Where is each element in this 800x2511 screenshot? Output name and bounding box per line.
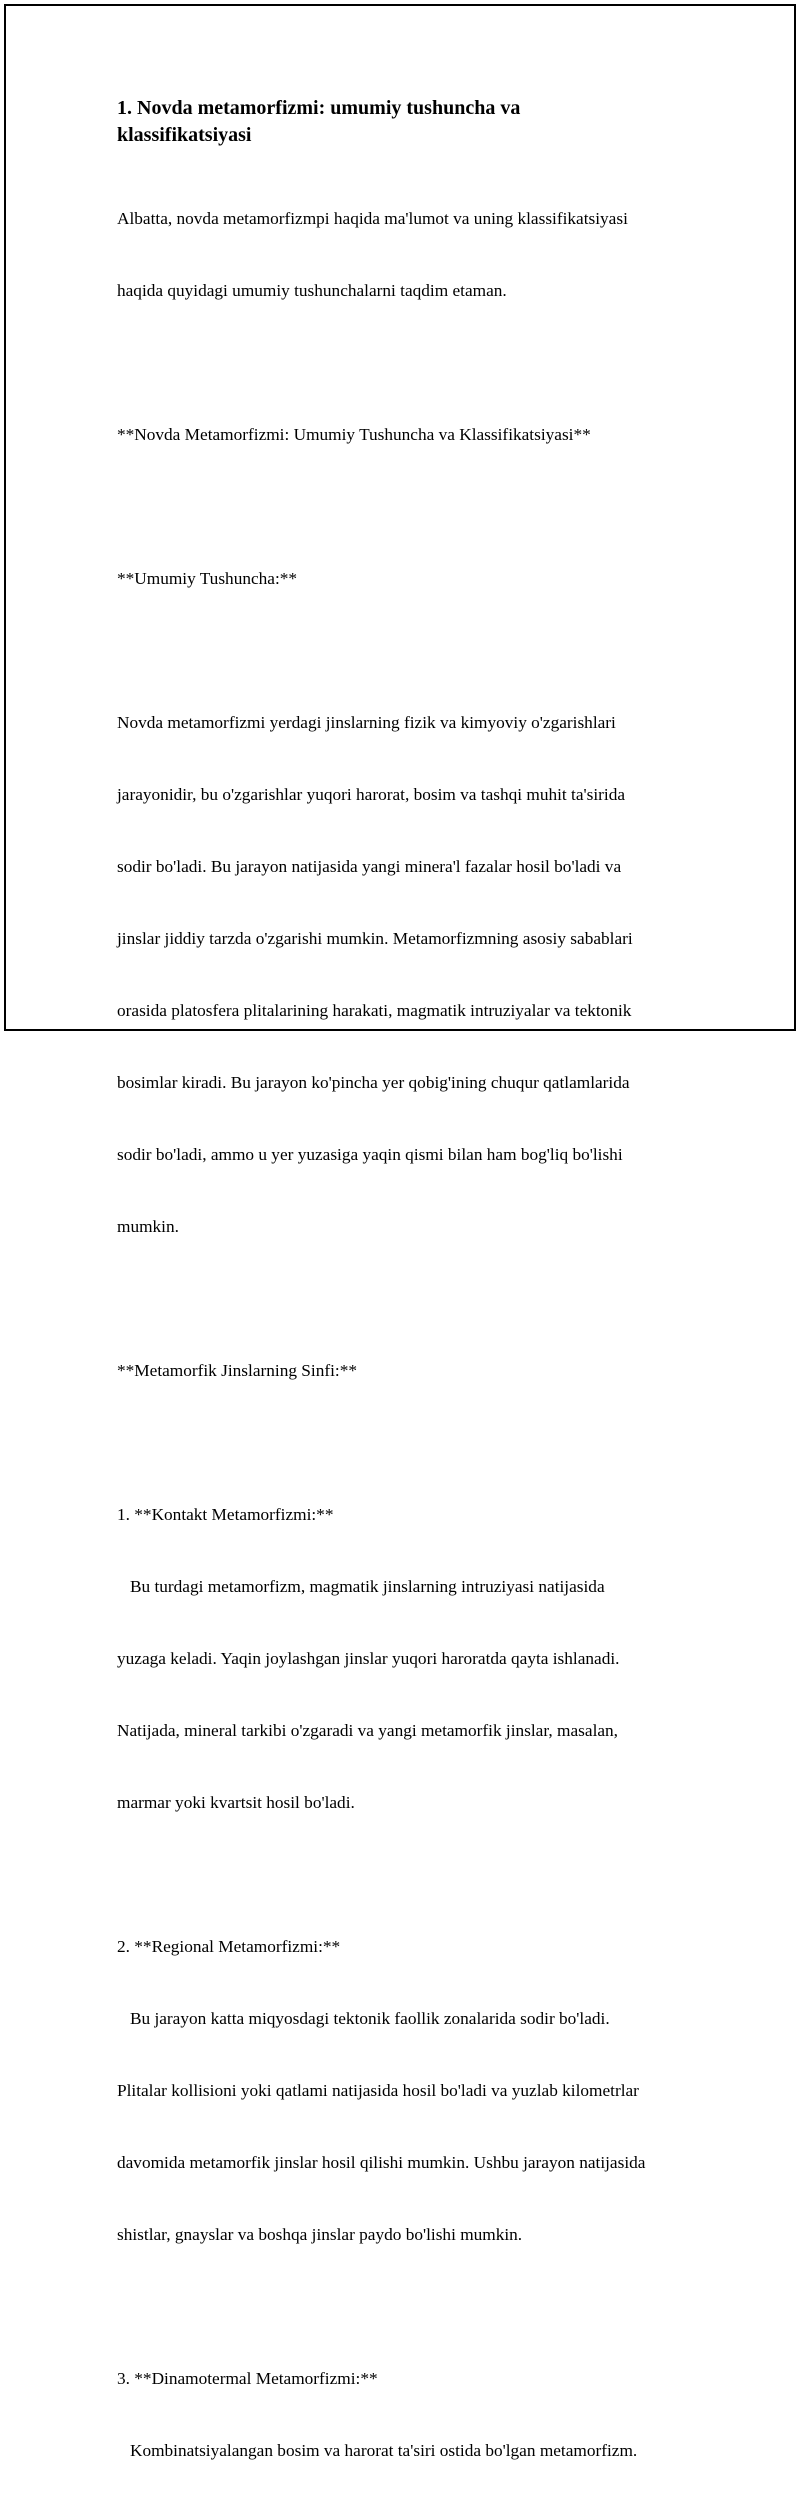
- text-line: Kombinatsiyalangan bosim va harorat ta'siri ostida bo'lgan metamorfizm.: [117, 2441, 638, 2460]
- text-line: haqida quyidagi umumiy tushunchalarni taqdim etaman.: [117, 281, 507, 300]
- text-line: 1. **Kontakt Metamorfizmi:**: [117, 1505, 334, 1524]
- text-line: **Metamorfik Jinslarning Sinfi:**: [117, 1361, 357, 1380]
- text-line: 2. **Regional Metamorfizmi:**: [117, 1937, 341, 1956]
- text-line: Plitalar kollisioni yoki qatlami natijasida hosil bo'ladi va yuzlab kilometrlar: [117, 2081, 639, 2100]
- text-line: **Umumiy Tushuncha:**: [117, 569, 298, 588]
- text-line: Natijada, mineral tarkibi o'zgaradi va yangi metamorfik jinslar, masalan,: [117, 1721, 618, 1740]
- subheading-general-concept: [117, 519, 697, 639]
- section-heading: [117, 95, 697, 149]
- list-item-contact: [117, 1455, 697, 1863]
- text-line: 3. **Dinamotermal Metamorfizmi:**: [117, 2369, 378, 2388]
- text-line: bosimlar kiradi. Bu jarayon ko'pincha yer qobig'ining chuqur qatlamlarida: [117, 1073, 630, 1092]
- text-line: davomida metamorfik jinslar hosil qilishi mumkin. Ushbu jarayon natijasida: [117, 2153, 646, 2172]
- text-line: Albatta, novda metamorfizmpi haqida ma'lumot va uning klassifikatsiyasi: [117, 209, 628, 228]
- text-line: **Novda Metamorfizmi: Umumiy Tushuncha va Klassifikatsiyasi**: [117, 425, 591, 444]
- list-item-regional: [117, 1887, 697, 2295]
- text-line: marmar yoki kvartsit hosil bo'ladi.: [117, 1793, 355, 1812]
- text-line: Bu turdagi metamorfizm, magmatik jinslarning intruziyasi natijasida: [117, 1577, 605, 1596]
- text-line: jinslar jiddiy tarzda o'zgarishi mumkin. Metamorfizmning asosiy sabablari: [117, 929, 633, 948]
- text-line: sodir bo'ladi. Bu jarayon natijasida yangi minera'l fazalar hosil bo'ladi va: [117, 857, 622, 876]
- intro-paragraph: [117, 159, 697, 351]
- text-line: Bu jarayon katta miqyosdagi tektonik faollik zonalarida sodir bo'ladi.: [117, 2009, 610, 2028]
- general-concept-paragraph: [117, 663, 697, 1287]
- document-title-paragraph: [117, 375, 697, 495]
- text-line: sodir bo'ladi, ammo u yer yuzasiga yaqin qismi bilan ham bog'liq bo'lishi: [117, 1145, 623, 1164]
- subheading-classification: [117, 1311, 697, 1431]
- list-item-dynamothermal: [117, 2319, 697, 2511]
- text-line: yuzaga keladi. Yaqin joylashgan jinslar yuqori haroratda qayta ishlanadi.: [117, 1649, 620, 1668]
- text-line: jarayonidir, bu o'zgarishlar yuqori harorat, bosim va tashqi muhit ta'sirida: [117, 785, 626, 804]
- heading-line: klassifikatsiyasi: [117, 124, 252, 146]
- document-body: [117, 95, 697, 2511]
- heading-line: 1. Novda metamorfizmi: umumiy tushuncha va: [117, 97, 521, 119]
- text-line: shistlar, gnayslar va boshqa jinslar paydo bo'lishi mumkin.: [117, 2225, 523, 2244]
- text-line: mumkin.: [117, 1217, 179, 1236]
- text-line: Novda metamorfizmi yerdagi jinslarning fizik va kimyoviy o'zgarishlari: [117, 713, 616, 732]
- text-line: orasida platosfera plitalarining harakati, magmatik intruziyalar va tektonik: [117, 1001, 632, 1020]
